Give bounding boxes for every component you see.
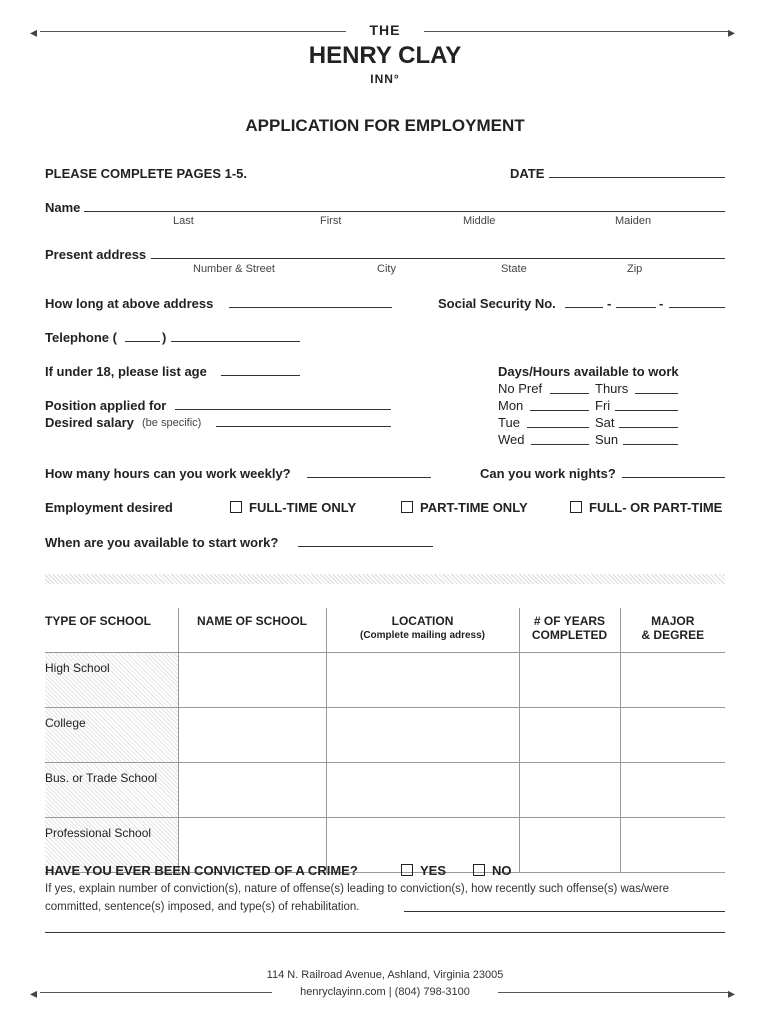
- day-no-pref-field[interactable]: [550, 393, 589, 394]
- day-thurs-label: Thurs: [595, 381, 629, 396]
- ssn-field-1[interactable]: [565, 307, 603, 308]
- right-arrow-ornament: ▸: [728, 24, 736, 40]
- section-divider: [45, 574, 725, 584]
- cell-major[interactable]: [620, 708, 725, 763]
- day-thurs-field[interactable]: [635, 393, 678, 394]
- crime-explain-field-2[interactable]: [45, 932, 725, 933]
- address-sub-zip: Zip: [627, 263, 643, 275]
- hours-weekly-field[interactable]: [307, 477, 431, 478]
- day-sun-label: Sun: [595, 432, 619, 447]
- instructions-text: PLEASE COMPLETE PAGES 1-5.: [45, 166, 248, 181]
- option-part-time[interactable]: PART-TIME ONLY: [401, 500, 528, 515]
- salary-note: (be specific): [142, 417, 202, 429]
- crime-explain-1: If yes, explain number of conviction(s), nature of offense(s) leading to conviction(s), how recently such offense(s) was/were: [45, 883, 670, 895]
- row-label-high-school: High School: [45, 653, 178, 708]
- telephone-paren: ): [162, 330, 167, 345]
- address-field[interactable]: [151, 258, 725, 259]
- position-field[interactable]: [175, 409, 391, 410]
- hours-weekly-label: How many hours can you work weekly?: [45, 466, 291, 481]
- address-label: Present address: [45, 247, 147, 262]
- cell-major[interactable]: [620, 653, 725, 708]
- cell-major[interactable]: [620, 763, 725, 818]
- date-field[interactable]: [549, 177, 725, 178]
- cell-years[interactable]: [519, 708, 620, 763]
- brand-line-3: INN°: [370, 72, 400, 86]
- day-mon-field[interactable]: [530, 410, 589, 411]
- table-row: [45, 708, 725, 763]
- nights-field[interactable]: [622, 477, 725, 478]
- header-type-of-school: TYPE OF SCHOOL: [45, 608, 178, 653]
- option-full-or-part-time[interactable]: FULL- OR PART-TIME: [570, 500, 722, 515]
- footer-contact: henryclayinn.com | (804) 798-3100: [300, 986, 470, 998]
- address-sub-state: State: [501, 263, 527, 275]
- date-label: DATE: [510, 166, 545, 181]
- address-sub-street: Number & Street: [193, 263, 275, 275]
- position-label: Position applied for: [45, 398, 167, 413]
- availability-title: Days/Hours available to work: [498, 364, 679, 379]
- telephone-area-code-field[interactable]: [125, 341, 160, 342]
- checkbox-icon[interactable]: [230, 501, 242, 513]
- cell-years[interactable]: [519, 763, 620, 818]
- cell-major[interactable]: [620, 818, 725, 873]
- cell-location[interactable]: [326, 653, 519, 708]
- day-wed-field[interactable]: [531, 444, 589, 445]
- how-long-label: How long at above address: [45, 296, 214, 311]
- ssn-dash-1: -: [607, 296, 612, 311]
- name-label: Name: [45, 200, 81, 215]
- cell-name[interactable]: [178, 763, 326, 818]
- brand-name: HENRY CLAY: [308, 42, 462, 69]
- name-sub-first: First: [320, 215, 342, 227]
- checkbox-icon[interactable]: [401, 501, 413, 513]
- name-field[interactable]: [84, 211, 725, 212]
- header-major-degree: MAJOR & DEGREE: [620, 608, 725, 653]
- row-label-professional-school: Professional School: [45, 818, 178, 873]
- option-full-time[interactable]: FULL-TIME ONLY: [230, 500, 356, 515]
- table-row: [45, 653, 725, 708]
- telephone-label: Telephone (: [45, 330, 117, 345]
- crime-no-option[interactable]: NO: [473, 863, 512, 878]
- footer-rule-right: [498, 992, 730, 993]
- ssn-dash-2: -: [659, 296, 664, 311]
- day-sat-label: Sat: [595, 415, 615, 430]
- how-long-field[interactable]: [229, 307, 392, 308]
- page-title: APPLICATION FOR EMPLOYMENT: [245, 116, 525, 135]
- table-row: [45, 763, 725, 818]
- name-sub-middle: Middle: [463, 215, 496, 227]
- left-arrow-ornament: ◂: [30, 24, 38, 40]
- ssn-field-3[interactable]: [669, 307, 725, 308]
- cell-years[interactable]: [519, 818, 620, 873]
- day-sun-field[interactable]: [623, 444, 678, 445]
- cell-location[interactable]: [326, 763, 519, 818]
- name-sub-last: Last: [173, 215, 194, 227]
- schools-header-row: [45, 608, 725, 653]
- name-sub-maiden: Maiden: [615, 215, 652, 227]
- checkbox-icon[interactable]: [473, 864, 485, 876]
- row-label-college: College: [45, 708, 178, 763]
- nights-label: Can you work nights?: [480, 466, 616, 481]
- day-no-pref-label: No Pref: [498, 381, 543, 396]
- telephone-field[interactable]: [171, 341, 300, 342]
- day-fri-label: Fri: [595, 398, 611, 413]
- header-location: LOCATION (Complete mailing adress): [326, 608, 519, 653]
- day-tue-field[interactable]: [527, 427, 589, 428]
- cell-name[interactable]: [178, 708, 326, 763]
- right-arrow-ornament: ▸: [728, 985, 736, 1001]
- employment-desired-label: Employment desired: [45, 500, 173, 515]
- cell-name[interactable]: [178, 653, 326, 708]
- row-label-trade-school: Bus. or Trade School: [45, 763, 178, 818]
- crime-question: HAVE YOU EVER BEEN CONVICTED OF A CRIME?: [45, 863, 358, 878]
- crime-explain-field-1[interactable]: [404, 911, 725, 912]
- age-field[interactable]: [221, 375, 300, 376]
- brand-line-1: THE: [369, 22, 401, 38]
- header-years-completed: # OF YEARS COMPLETED: [519, 608, 620, 653]
- crime-explain-2: committed, sentence(s) imposed, and type(s) of rehabilitation.: [45, 901, 360, 913]
- crime-yes-option[interactable]: YES: [401, 863, 446, 878]
- ssn-label: Social Security No.: [438, 296, 556, 311]
- left-arrow-ornament: ◂: [30, 985, 38, 1001]
- start-label: When are you available to start work?: [45, 535, 279, 550]
- day-wed-label: Wed: [498, 432, 525, 447]
- checkbox-icon[interactable]: [401, 864, 413, 876]
- address-sub-city: City: [377, 263, 396, 275]
- day-mon-label: Mon: [498, 398, 524, 413]
- cell-years[interactable]: [519, 653, 620, 708]
- day-sat-field[interactable]: [619, 427, 678, 428]
- day-fri-field[interactable]: [615, 410, 678, 411]
- checkbox-icon[interactable]: [570, 501, 582, 513]
- salary-label: Desired salary: [45, 415, 134, 430]
- footer-address: 114 N. Railroad Avenue, Ashland, Virginia 23005: [266, 969, 504, 981]
- ssn-field-2[interactable]: [616, 307, 656, 308]
- header-name-of-school: NAME OF SCHOOL: [178, 608, 326, 653]
- salary-field[interactable]: [216, 426, 391, 427]
- schools-table: [45, 608, 725, 873]
- day-tue-label: Tue: [498, 415, 520, 430]
- start-field[interactable]: [298, 546, 433, 547]
- under18-label: If under 18, please list age: [45, 364, 207, 379]
- cell-location[interactable]: [326, 708, 519, 763]
